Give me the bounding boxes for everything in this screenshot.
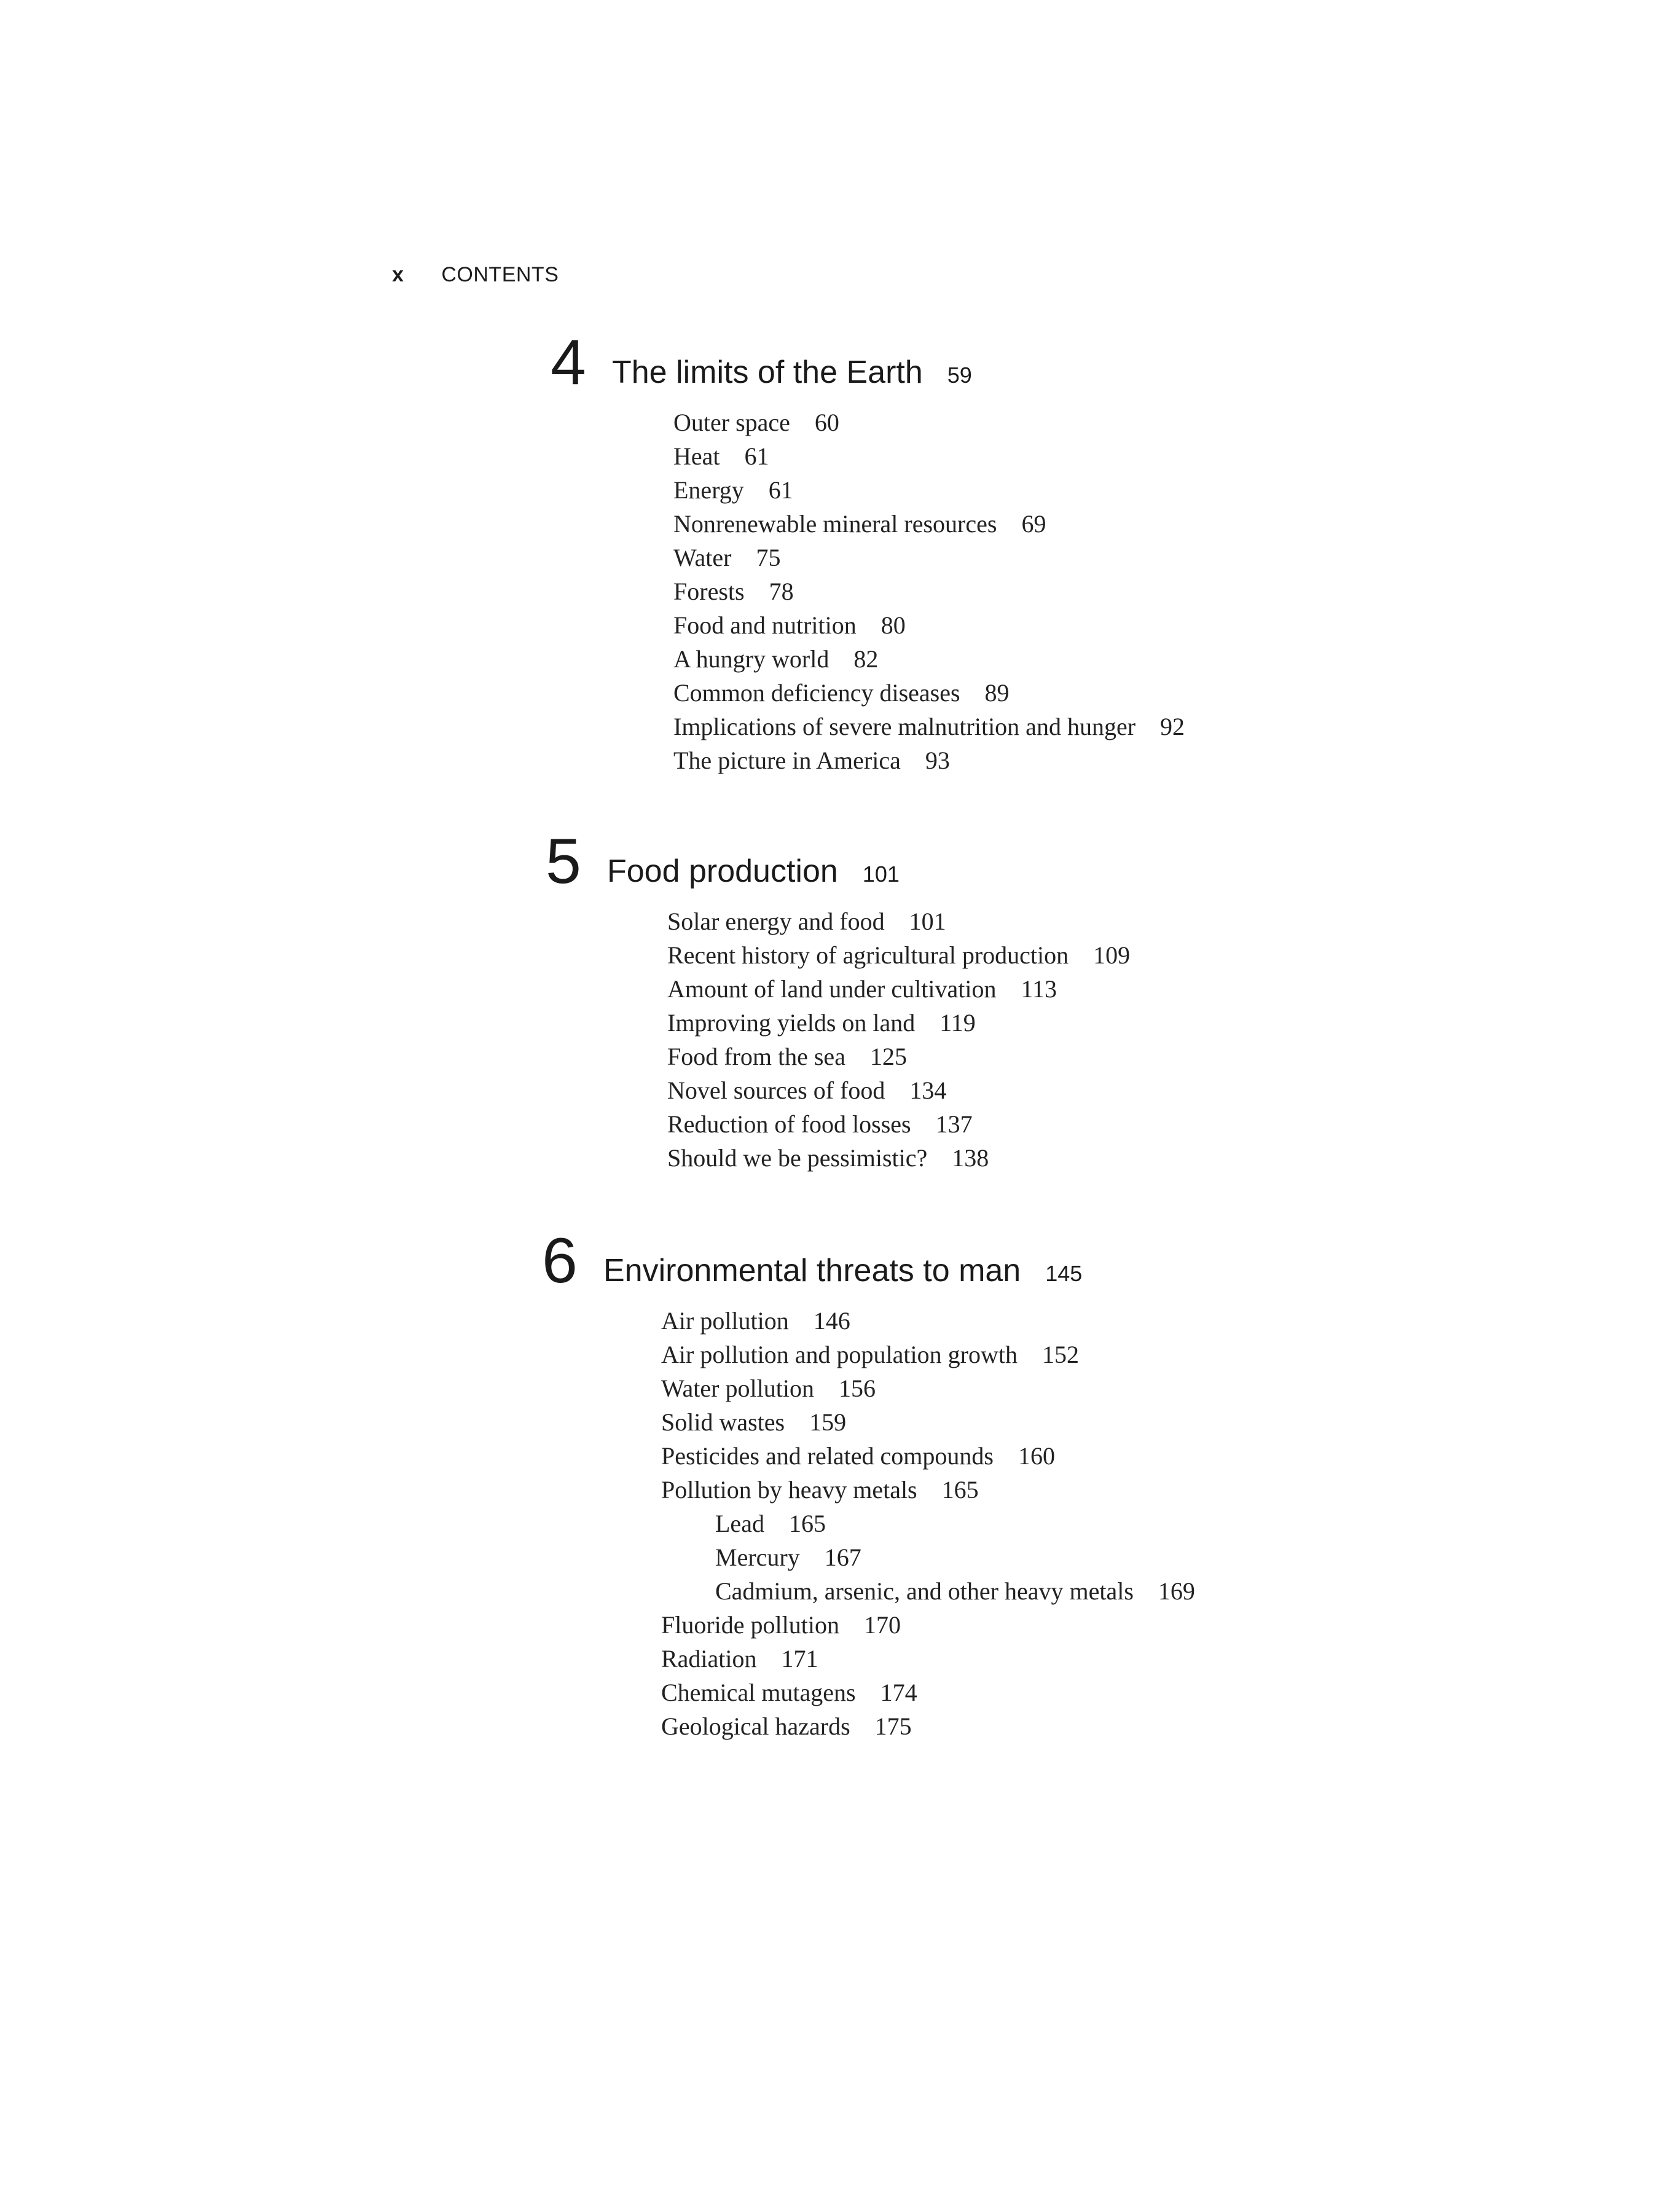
entry-title: Solar energy and food — [667, 908, 885, 935]
entry-page: 80 — [880, 611, 906, 639]
entry-title: Outer space — [673, 409, 790, 436]
entry-title: Radiation — [661, 1645, 757, 1673]
toc-entry — [667, 938, 1130, 972]
chapter-title-text: Environmental threats to man — [603, 1253, 1021, 1288]
entry-title: Chemical mutagens — [661, 1679, 856, 1706]
toc-subentry — [661, 1540, 1195, 1574]
toc-entry — [661, 1371, 1195, 1405]
entry-title: Improving yields on land — [667, 1009, 916, 1037]
toc-entry — [673, 575, 1185, 608]
entry-page: 92 — [1160, 713, 1185, 740]
entry-title: Heat — [673, 442, 720, 470]
toc-entry — [661, 1338, 1195, 1371]
entry-page: 169 — [1158, 1577, 1195, 1605]
entry-page: 109 — [1093, 941, 1131, 969]
entry-title: Forests — [673, 578, 745, 605]
entry-page: 159 — [809, 1408, 847, 1436]
toc-entry — [667, 1073, 1130, 1107]
entry-page: 101 — [909, 908, 946, 935]
toc-entry — [661, 1608, 1195, 1642]
entry-page: 170 — [864, 1611, 901, 1639]
chapter-title — [612, 354, 972, 394]
entry-page: 138 — [952, 1144, 989, 1172]
toc-entry — [673, 406, 1185, 439]
page-number: x — [392, 263, 404, 286]
chapter-page-number: 145 — [1045, 1261, 1083, 1286]
entry-page: 156 — [838, 1375, 876, 1402]
entry-title: Pollution by heavy metals — [661, 1476, 917, 1504]
chapter-number: 6 — [542, 1225, 578, 1296]
entry-page: 174 — [880, 1679, 917, 1706]
entry-title: Food from the sea — [667, 1043, 845, 1070]
running-head: CONTENTS — [441, 263, 559, 286]
toc-entry — [673, 676, 1185, 710]
entry-page: 93 — [925, 747, 950, 774]
entry-title: Lead — [715, 1510, 764, 1537]
toc-subentry — [661, 1507, 1195, 1540]
entry-title: Geological hazards — [661, 1712, 850, 1740]
toc-entry — [661, 1473, 1195, 1507]
toc-entry — [673, 439, 1185, 473]
toc-entry — [661, 1709, 1195, 1743]
entry-title: Fluoride pollution — [661, 1611, 839, 1639]
toc-entry — [661, 1642, 1195, 1676]
entry-page: 78 — [769, 578, 794, 605]
entry-page: 125 — [869, 1043, 907, 1070]
toc-entry — [667, 1107, 1130, 1141]
entry-title: Should we be pessimistic? — [667, 1144, 928, 1172]
entry-page: 152 — [1041, 1341, 1079, 1368]
entry-page: 146 — [813, 1307, 850, 1335]
entry-page: 113 — [1021, 975, 1057, 1003]
entry-title: Common deficiency diseases — [673, 679, 960, 707]
entry-title: Air pollution and population growth — [661, 1341, 1018, 1368]
entry-title: A hungry world — [673, 645, 830, 673]
entry-title: Implications of severe malnutrition and hunger — [673, 713, 1136, 740]
entry-page: 119 — [939, 1009, 976, 1037]
chapter-title — [603, 1252, 1082, 1292]
toc-entry — [667, 972, 1130, 1006]
chapter-page-number: 101 — [862, 861, 900, 887]
entry-title: Water — [673, 544, 732, 571]
entry-page: 165 — [788, 1510, 826, 1537]
entry-page: 165 — [941, 1476, 979, 1504]
chapter-number: 5 — [546, 826, 581, 897]
entry-title: Pesticides and related compounds — [661, 1442, 994, 1470]
toc-entry — [661, 1439, 1195, 1473]
toc-entry — [673, 541, 1185, 575]
entry-page: 167 — [824, 1543, 861, 1571]
entry-page: 61 — [744, 442, 769, 470]
toc-entry — [667, 904, 1130, 938]
toc-entry — [661, 1304, 1195, 1338]
entry-title: Air pollution — [661, 1307, 789, 1335]
entry-page: 61 — [768, 476, 793, 504]
entry-page: 137 — [935, 1110, 973, 1138]
entry-title: Food and nutrition — [673, 611, 857, 639]
toc-entry — [667, 1141, 1130, 1175]
chapter-entries — [667, 904, 1130, 1175]
entry-title: Water pollution — [661, 1375, 814, 1402]
entry-title: Reduction of food losses — [667, 1110, 911, 1138]
entry-title: Novel sources of food — [667, 1077, 885, 1104]
toc-entry — [667, 1006, 1130, 1040]
entry-title: Nonrenewable mineral resources — [673, 510, 997, 538]
chapter-page-number: 59 — [947, 363, 972, 388]
entry-title: Energy — [673, 476, 744, 504]
toc-entry — [673, 642, 1185, 676]
toc-entry — [661, 1405, 1195, 1439]
chapter-title-text: Food production — [607, 853, 838, 889]
toc-subentry — [661, 1574, 1195, 1608]
entry-page: 89 — [984, 679, 1010, 707]
toc-entry — [673, 473, 1185, 507]
chapter-number: 4 — [551, 327, 586, 398]
entry-title: Recent history of agricultural production — [667, 941, 1069, 969]
entry-title: Amount of land under cultivation — [667, 975, 997, 1003]
entry-page: 171 — [781, 1645, 818, 1673]
entry-page: 69 — [1021, 510, 1046, 538]
entry-page: 60 — [814, 409, 839, 436]
entry-title: The picture in America — [673, 747, 901, 774]
entry-title: Mercury — [715, 1543, 800, 1571]
entry-page: 82 — [853, 645, 879, 673]
chapter-title — [607, 853, 900, 893]
chapter-entries — [661, 1304, 1195, 1743]
toc-entry — [673, 743, 1185, 777]
chapter-entries — [673, 406, 1185, 777]
toc-entry — [673, 608, 1185, 642]
entry-title: Cadmium, arsenic, and other heavy metals — [715, 1577, 1134, 1605]
entry-title: Solid wastes — [661, 1408, 785, 1436]
chapter-title-text: The limits of the Earth — [612, 355, 923, 390]
entry-page: 75 — [756, 544, 781, 571]
entry-page: 134 — [909, 1077, 947, 1104]
toc-entry — [661, 1676, 1195, 1709]
toc-entry — [667, 1040, 1130, 1073]
page-header — [392, 263, 559, 287]
toc-entry — [673, 710, 1185, 743]
toc-entry — [673, 507, 1185, 541]
entry-page: 175 — [874, 1712, 912, 1740]
entry-page: 160 — [1018, 1442, 1055, 1470]
